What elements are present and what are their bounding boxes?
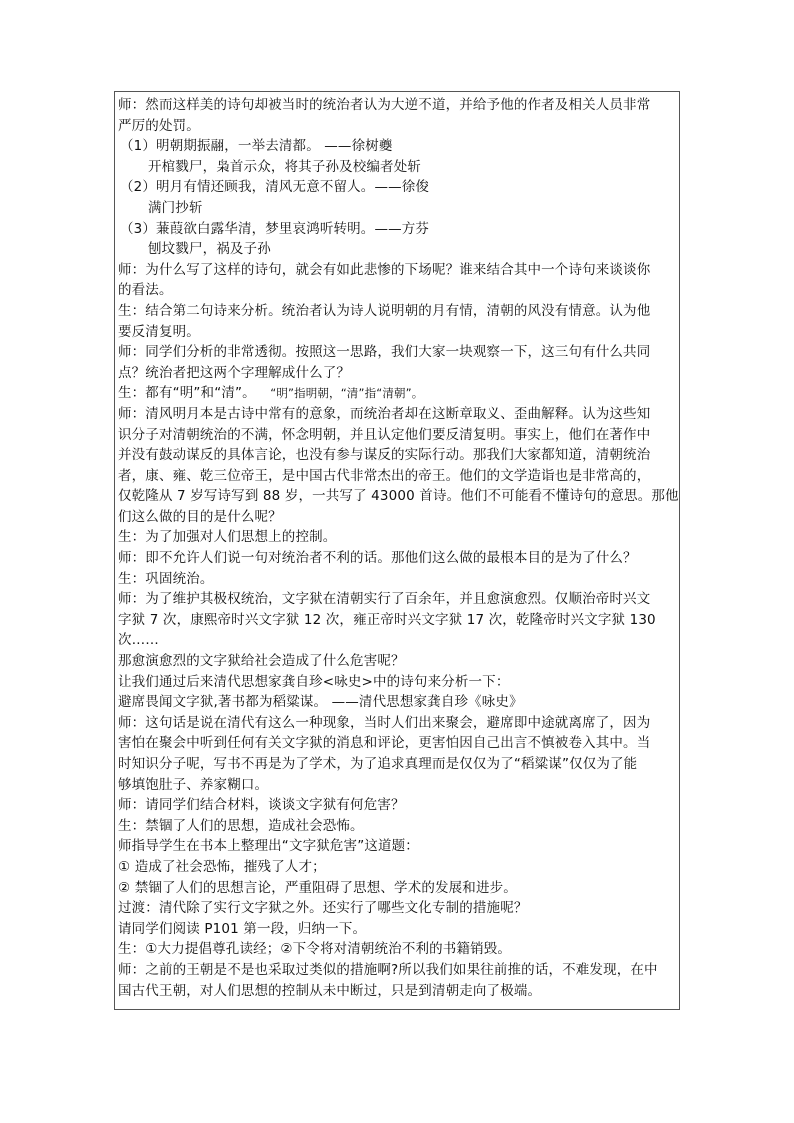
text-line: 师指导学生在书本上整理出“文字狱危害”这道题： bbox=[118, 838, 419, 855]
text-line: 国古代王朝，对人们思想的控制从未中断过，只是到清朝走向了极端。 bbox=[118, 982, 542, 999]
text-line: 师：请同学们结合材料，谈谈文字狱有何危害？ bbox=[118, 797, 405, 814]
text-line: 生：①大力提倡尊孔读经；②下令将对清朝统治不利的书籍销毁。 bbox=[118, 941, 512, 958]
text-line: 的看法。 bbox=[118, 282, 173, 299]
text-line: 生：为了加强对人们思想上的控制。 bbox=[118, 529, 337, 546]
punishment-line: 满门抄斩 bbox=[148, 199, 203, 216]
poem-line: （3）蒹葭欲白露华清，梦里哀鸿听转明。——方芬 bbox=[120, 220, 430, 237]
list-item: ① 造成了社会恐怖，摧残了人才； bbox=[118, 858, 326, 875]
text-line: 师：清风明月本是古诗中常有的意象，而统治者却在这断章取义、歪曲解释。认为这些知 bbox=[118, 405, 651, 422]
lesson-text bbox=[118, 95, 679, 1001]
punishment-line: 刨坟戮尸，祸及子孙 bbox=[148, 241, 271, 258]
text-line: 次…… bbox=[118, 632, 159, 649]
text-line: 让我们通过后来清代思想家龚自珍<咏史>中的诗句来分析一下： bbox=[118, 673, 510, 690]
punishment-line: 开棺戮尸，枭首示众，将其子孙及校编者处斩 bbox=[148, 158, 421, 175]
text-line: 师：为什么写了这样的诗句，就会有如此悲惨的下场呢？谁来结合其中一个诗句来谈谈你 bbox=[118, 261, 651, 278]
text-line: 仅乾隆从 7 岁写诗写到 88 岁，一共写了 43000 首诗。他们不可能看不懂诗句的意思。那他 bbox=[118, 488, 679, 505]
quote-line: 避席畏闻文字狱,著书都为稻粱谋。 ——清代思想家龚自珍《咏史》 bbox=[118, 694, 523, 711]
text-line: 并没有鼓动谋反的具体言论，也没有参与谋反的实际行动。那我们大家都知道，清朝统治 bbox=[118, 447, 651, 464]
text-line: 要反清复明。 bbox=[118, 323, 200, 340]
text-line: 师：同学们分析的非常透彻。按照这一思路，我们大家一块观察一下，这三句有什么共同 bbox=[118, 344, 651, 361]
text-line: 们这么做的目的是什么呢？ bbox=[118, 508, 282, 525]
text-line: 师：之前的王朝是不是也采取过类似的措施啊?所以我们如果往前推的话，不难发现，在中 bbox=[118, 961, 658, 978]
text-line: 生：巩固统治。 bbox=[118, 570, 214, 587]
text-line: 害怕在聚会中听到任何有关文字狱的消息和评论，更害怕因自己出言不慎被卷入其中。当 bbox=[118, 735, 651, 752]
text-line: 师：这句话是说在清代有这么一种现象，当时人们出来聚会，避席即中途就离席了，因为 bbox=[118, 714, 651, 731]
text-line: 点？统治者把这两个字理解成什么了？ bbox=[118, 364, 351, 381]
text-line: 师：即不允许人们说一句对统治者不利的话。那他们这么做的最根本目的是为了什么？ bbox=[118, 550, 637, 567]
text-line: 师：为了维护其极权统治，文字狱在清朝实行了百余年，并且愈演愈烈。仅顺治帝时兴文 bbox=[118, 591, 651, 608]
student-answer: 生：都有“明”和“清”。 bbox=[118, 385, 256, 402]
text-line: 请同学们阅读 P101 第一段，归纳一下。 bbox=[118, 920, 367, 937]
text-line: 够填饱肚子、养家糊口。 bbox=[118, 776, 269, 793]
annotation-note: “明”指明朝，“清”指“清朝”。 bbox=[270, 386, 424, 401]
text-line: 生：禁锢了人们的思想，造成社会恐怖。 bbox=[118, 817, 364, 834]
text-line: 过渡：清代除了实行文字狱之外。还实行了哪些文化专制的措施呢？ bbox=[118, 900, 528, 917]
list-item: ② 禁锢了人们的思想言论，严重阻碍了思想、学术的发展和进步。 bbox=[118, 879, 517, 896]
poem-line: （2）明月有情还顾我，清风无意不留人。——徐俊 bbox=[120, 179, 430, 196]
text-line: 字狱 7 次，康熙帝时兴文字狱 12 次，雍正帝时兴文字狱 17 次，乾隆帝时兴文字狱 130 bbox=[118, 611, 656, 628]
text-line: 生：结合第二句诗来分析。统治者认为诗人说明朝的月有情，清朝的风没有情意。认为他 bbox=[118, 302, 651, 319]
text-line: 那愈演愈烈的文字狱给社会造成了什么危害呢？ bbox=[118, 653, 405, 670]
text-line: 者，康、雍、乾三位帝王，是中国古代非常杰出的帝王。他们的文学造诣也是非常高的， bbox=[118, 467, 651, 484]
text-line: 时知识分子呢，写书不再是为了学术，为了追求真理而是仅仅为了“稻粱谋”仅仅为了能 bbox=[118, 756, 638, 772]
text-line: 严厉的处罚。 bbox=[118, 117, 200, 134]
poem-line: （1）明朝期振翮，一举去清都。 ——徐树夔 bbox=[120, 138, 393, 155]
text-line bbox=[118, 383, 676, 404]
text-line: 师：然而这样美的诗句却被当时的统治者认为大逆不道，并给予他的作者及相关人员非常 bbox=[118, 97, 651, 113]
text-line: 识分子对清朝统治的不满，怀念明朝，并且认定他们要反清复明。事实上，他们在著作中 bbox=[118, 426, 651, 443]
